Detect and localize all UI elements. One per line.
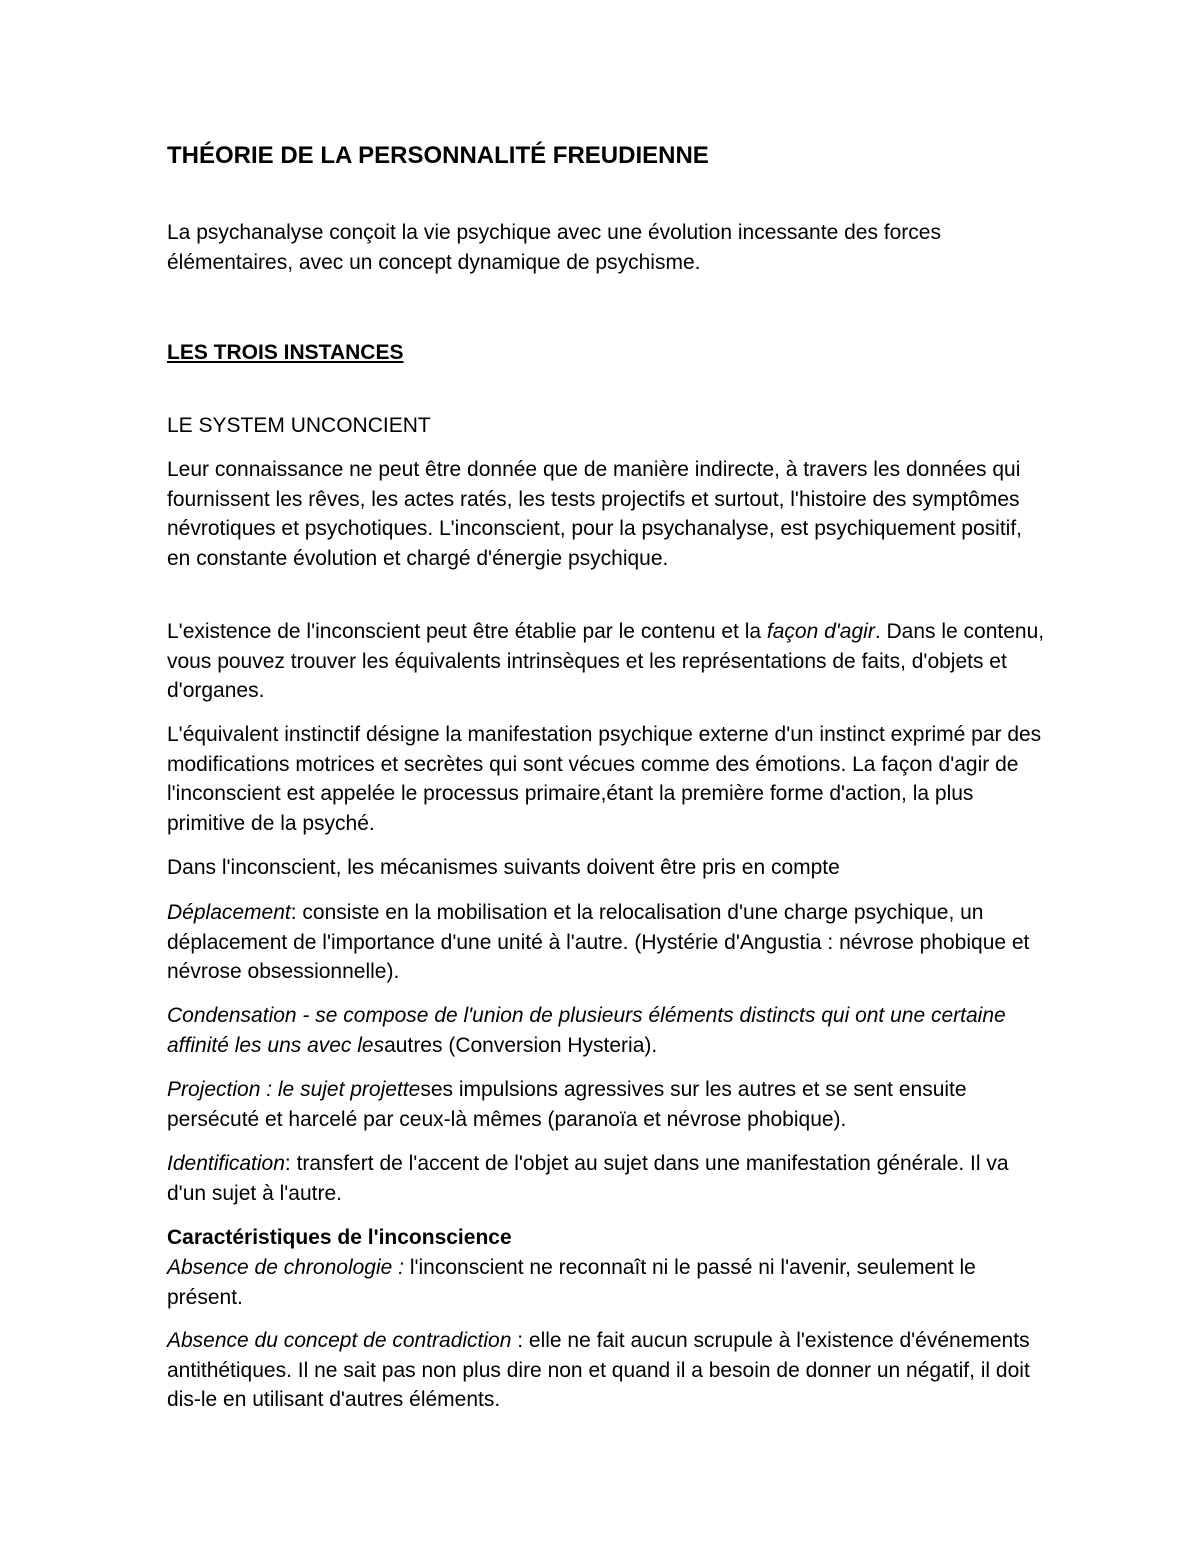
paragraph-7-italic: Projection : le sujet projette (167, 1078, 421, 1101)
paragraph-2-text: L'existence de l'inconscient peut être établie par le contenu et la (167, 620, 767, 643)
paragraph-7 (167, 1075, 1047, 1134)
paragraph-5 (167, 898, 1047, 987)
paragraph-6 (167, 1001, 1047, 1060)
subsection-heading: LE SYSTEM UNCONCIENT (167, 414, 431, 437)
paragraph-9 (167, 1253, 1047, 1312)
paragraph-6-text: autres (Conversion Hysteria). (384, 1033, 658, 1057)
paragraph-6-italic: Condensation - se compose de l'union de plusieurs éléments distincts qui ont une certaine affinité les uns avec les (167, 1004, 1006, 1057)
paragraph-7-text: ses impulsions agressives sur les autres et se sent ensuite persécuté et harcelé par ceux-là mêmes (paranoïa et névrose phobique). (167, 1078, 967, 1131)
paragraph-10-italic: Absence du concept de contradiction (167, 1329, 512, 1352)
paragraph-8 (167, 1149, 1047, 1208)
paragraph-2-text-end: . Dans le contenu, vous pouvez trouver les équivalents intrinsèques et les représentations de faits, d'objets et d'organes. (167, 620, 1045, 702)
document-title: THÉORIE DE LA PERSONNALITÉ FREUDIENNE (167, 142, 709, 169)
paragraph-1: Leur connaissance ne peut être donnée que de manière indirecte, à travers les données qui fournissent les rêves, les actes ratés, les tests projectifs et surtout, l'histoire des symptômes névrotiques et psychotiques. L'inconscient, pour la psychanalyse, est psychiquement positif, en constante évolution et chargé d'énergie psychique. (167, 458, 1022, 570)
paragraph-5-italic: Déplacement (167, 901, 291, 924)
paragraph-8-italic: Identification (167, 1152, 285, 1175)
paragraph-2 (167, 617, 1047, 706)
paragraph-8-text: : transfert de l'accent de l'objet au sujet dans une manifestation générale. Il va d'un sujet à l'autre. (167, 1152, 1009, 1205)
paragraph-9-italic: Absence de chronologie : (167, 1256, 404, 1279)
paragraph-10-text: : elle ne fait aucun scrupule à l'existence d'événements antithétiques. Il ne sait pas non plus dire non et quand il a besoin de donner un négatif, il doit dis-le en utilisant d'autres éléments. (167, 1329, 1030, 1411)
intro-paragraph: La psychanalyse conçoit la vie psychique avec une évolution incessante des forces élémentaires, avec un concept dynamique de psychisme. (167, 221, 941, 274)
paragraph-5-text: : consiste en la mobilisation et la relocalisation d'une charge psychique, un déplacement de l'importance d'une unité à l'autre. (Hystérie d'Angustia : névrose phobique et névrose obsessionnelle). (167, 901, 1030, 983)
paragraph-4: Dans l'inconscient, les mécanismes suivants doivent être pris en compte (167, 856, 840, 879)
section-heading: LES TROIS INSTANCES (167, 341, 404, 364)
paragraph-3: L'équivalent instinctif désigne la manifestation psychique externe d'un instinct exprimé par des modifications motrices et secrètes qui sont vécues comme des émotions. La façon d'agir de l'inconscient est appelée le processus primaire,étant la première forme d'action, la plus primitive de la psyché. (167, 723, 1042, 835)
paragraph-2-italic: façon d'agir (766, 620, 875, 643)
characteristics-heading: Caractéristiques de l'inconscience (167, 1226, 512, 1249)
paragraph-9-text: l'inconscient ne reconnaît ni le passé ni l'avenir, seulement le présent. (167, 1256, 976, 1309)
paragraph-10 (167, 1326, 1047, 1415)
